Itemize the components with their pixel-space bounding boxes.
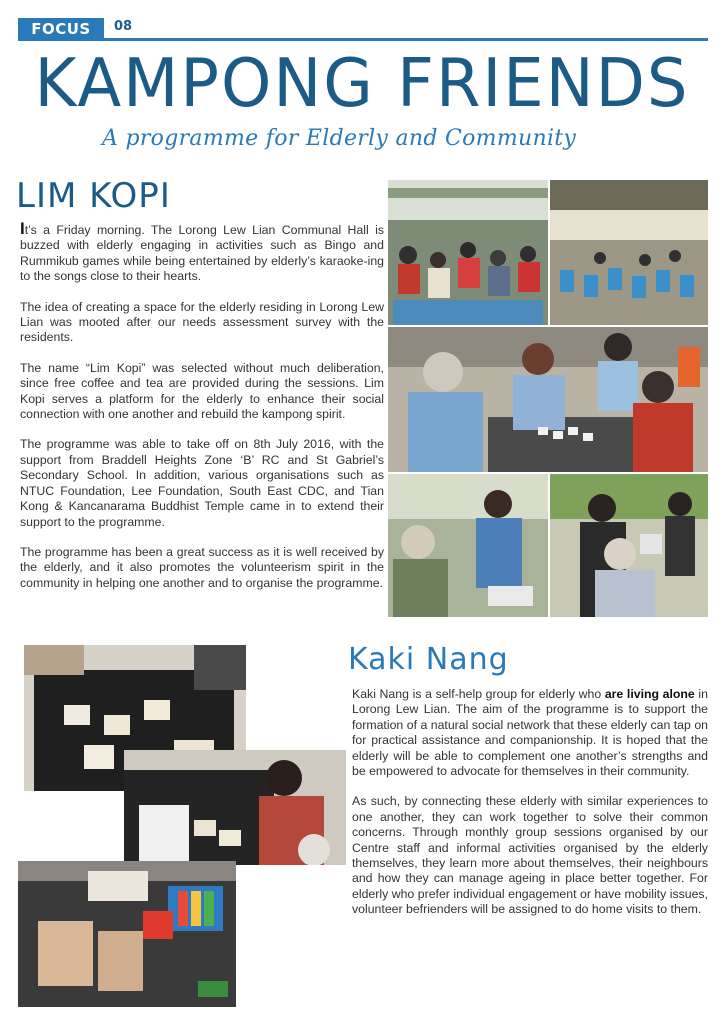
photo-volunteer-guiding — [124, 750, 346, 865]
photo-rummikub-game — [388, 327, 708, 472]
kaki-nang-heading: Kaki Nang — [348, 642, 509, 677]
kaki-nang-body — [352, 687, 708, 933]
lim-kopi-paragraph-2: The idea of creating a space for the elderly residing in Lorong Lew Lian was mooted after our needs assessment survey with the residents. — [20, 299, 384, 345]
photo-art-materials-table — [18, 861, 236, 1007]
lim-kopi-paragraph-3: The name “Lim Kopi” was selected without much deliberation, since free coffee and tea are provided during the sessions. Lim Kopi serves a platform for the elderly to enhance their social connection with one another and rebuild the kampong spirit. — [20, 360, 384, 422]
page-number: 08 — [114, 19, 133, 34]
page-title: KAMPONG FRIENDS — [34, 45, 690, 123]
dropcap: I — [20, 219, 25, 238]
section-label: FOCUS — [18, 18, 104, 40]
paragraph-text: Kaki Nang is a self-help group for elderly who — [352, 687, 605, 701]
emphasis-text: are living alone — [604, 687, 695, 701]
header-bar — [18, 18, 708, 40]
lim-kopi-heading: LIM KOPI — [16, 176, 171, 216]
page-subtitle: A programme for Elderly and Community — [102, 126, 577, 151]
lim-kopi-body — [20, 221, 384, 606]
paragraph-text: in Lorong Lew Lian. The aim of the programme is to support the formation of a natural social network that these elderly can tap on for practical assistance and companionship. It is hoped that the elderly will be able to complement one another’s strengths and be empowered to advocate for themselves in their community. — [352, 687, 708, 779]
photo-hall-seating — [550, 180, 708, 325]
lim-kopi-paragraph-1 — [20, 221, 384, 285]
kaki-nang-paragraph-1 — [352, 687, 708, 779]
paragraph-text: t’s a Friday morning. The Lorong Lew Lian Communal Hall is buzzed with elderly engaging in activities such as Bingo and Rummikub games while being entertained by elderly’s karaoke-ing to the songs close to their hearts. — [20, 223, 384, 284]
photo-communal-hall-crowd — [388, 180, 548, 325]
photo-haircut-session — [550, 474, 708, 617]
lim-kopi-paragraph-4: The programme was able to take off on 8th July 2016, with the support from Braddell Heights Zone ‘B’ RC and St Gabriel’s Secondary School. In addition, various organisations such as NTUC Foundation, Lee Foundation, South East CDC, and Tian Kong & Kancanarama Buddhist Temple came in to extend their support to the programme. — [20, 437, 384, 529]
lim-kopi-paragraph-5: The programme has been a great success as it is well received by the elderly, and it also promotes the volunteerism spirit in the community in helping one another and to organise the programme. — [20, 544, 384, 590]
photo-volunteer-with-elderly — [388, 474, 548, 617]
header-rule — [18, 38, 708, 41]
kaki-nang-paragraph-2: As such, by connecting these elderly with similar experiences to one another, they can work together to solve their common concerns. Through monthly group sessions organised by our Centre staff and informal activities organised by the elderly themselves, they learn more about themselves, their neighbours and how they can manage ageing in place better together. For elderly who prefer individual engagement or have mobility issues, volunteer befrienders will be assigned to do home visits to them. — [352, 794, 708, 917]
